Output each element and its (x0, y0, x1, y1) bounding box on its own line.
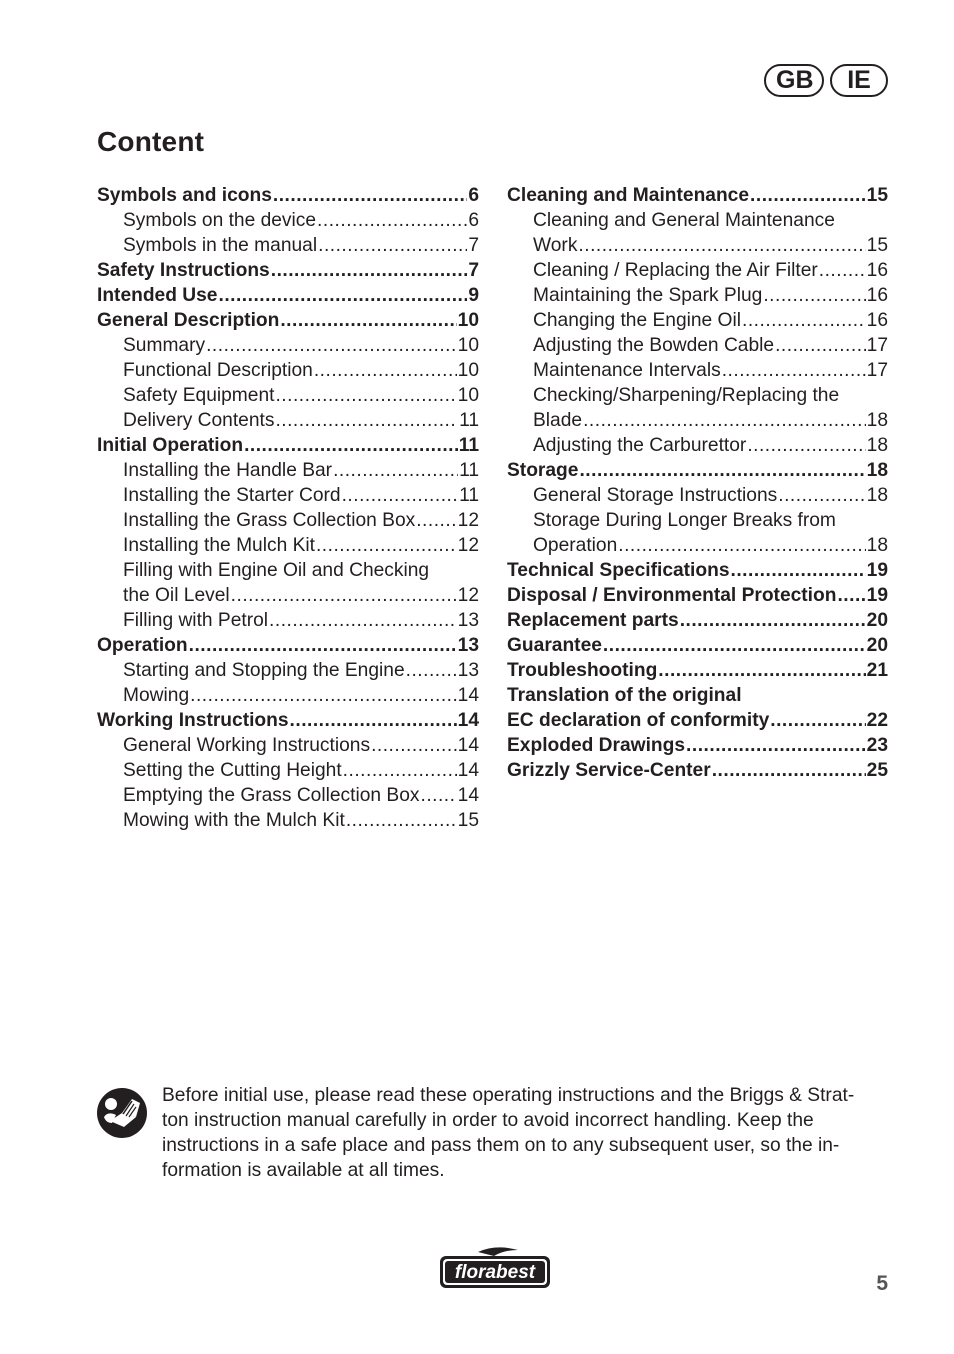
toc-leader-dots (314, 358, 457, 383)
toc-subentry (97, 658, 479, 683)
toc-entry-title: Cleaning / Replacing the Air Filter (533, 260, 818, 281)
toc-leader-dots (747, 433, 865, 458)
toc-entry-title: Intended Use (97, 285, 218, 306)
toc-leader-dots (190, 683, 457, 708)
toc-entry-page: 22 (866, 710, 888, 731)
notice-line: instructions in a safe place and pass them on to any subsequent user, so the in- (162, 1135, 840, 1156)
toc-entry-title: Setting the Cutting Height (123, 760, 342, 781)
toc-entry-title: General Storage Instructions (533, 485, 778, 506)
read-manual-icon (96, 1087, 148, 1139)
toc-entry (97, 308, 479, 333)
toc-leader-dots (343, 758, 457, 783)
toc-leader-dots (583, 408, 866, 433)
toc-subentry (97, 783, 479, 808)
toc-entry (507, 658, 888, 683)
toc-entry-page: 16 (866, 260, 888, 281)
toc-entry-page: 18 (866, 435, 888, 456)
toc-entry-page: 18 (866, 460, 888, 481)
toc-leader-dots (271, 258, 468, 283)
toc-entry-page: 14 (457, 685, 479, 706)
toc-entry (97, 433, 479, 458)
toc-leader-dots (406, 658, 457, 683)
toc-entry-page: 10 (457, 310, 479, 331)
toc-subentry (97, 733, 479, 758)
toc-entry-page: 17 (866, 335, 888, 356)
toc-entry-page: 25 (866, 760, 888, 781)
toc-subentry (97, 233, 479, 258)
toc-entry (507, 583, 888, 608)
toc-entry-title: Symbols on the device (123, 210, 317, 231)
toc-entry-page: 20 (866, 635, 888, 656)
toc-leader-dots (722, 358, 866, 383)
toc-entry-title: Operation (533, 535, 618, 556)
toc-entry (97, 283, 479, 308)
toc-entry-title: Grizzly Service-Center (507, 760, 711, 781)
toc-entry-page: 18 (866, 535, 888, 556)
notice-line: ton instruction manual carefully in order to avoid incorrect handling. Keep the (162, 1110, 814, 1131)
toc-entry-page: 15 (866, 235, 888, 256)
toc-entry-title: Replacement parts (507, 610, 679, 631)
toc-entry-title: Translation of the original (507, 685, 742, 706)
toc-leader-dots (742, 308, 866, 333)
page-title: Content (97, 126, 205, 157)
toc-subentry (507, 358, 888, 383)
toc-entry-page: 7 (468, 260, 479, 281)
toc-leader-dots (712, 758, 866, 783)
toc-entry-title: Disposal / Environmental Protection (507, 585, 837, 606)
toc-leader-dots (269, 608, 457, 633)
toc-entry-title: Mowing (123, 685, 190, 706)
toc-entry-title: Cleaning and Maintenance (507, 185, 750, 206)
toc-subentry (97, 208, 479, 233)
notice-line: formation is available at all times. (162, 1160, 445, 1181)
toc-entry-title: Starting and Stopping the Engine (123, 660, 405, 681)
toc-subentry (97, 533, 479, 558)
toc-entry (97, 258, 479, 283)
toc-leader-dots (819, 258, 866, 283)
toc-leader-dots (579, 458, 865, 483)
toc-entry (507, 708, 888, 733)
toc-entry-page: 10 (457, 360, 479, 381)
toc-entry-page: 20 (866, 610, 888, 631)
toc-entry (507, 608, 888, 633)
toc-subentry (97, 508, 479, 533)
toc-entry-title: Installing the Grass Collection Box (123, 510, 416, 531)
toc-entry-title: General Description (97, 310, 280, 331)
toc-entry-title: Storage During Longer Breaks from (533, 510, 836, 531)
toc-subentry (507, 283, 888, 308)
toc-subentry (507, 508, 888, 533)
toc-entry-title: Mowing with the Mulch Kit (123, 810, 345, 831)
toc-leader-dots (218, 283, 467, 308)
toc-entry-title: Storage (507, 460, 579, 481)
toc-subentry (507, 533, 888, 558)
toc-entry-page: 18 (866, 410, 888, 431)
toc-entry-page: 9 (468, 285, 479, 306)
toc-subentry (507, 308, 888, 333)
toc-subentry (97, 458, 479, 483)
toc-entry-title: Emptying the Grass Collection Box (123, 785, 420, 806)
toc-entry (507, 633, 888, 658)
florabest-logo (438, 1246, 552, 1290)
toc-leader-dots (342, 483, 459, 508)
toc-leader-dots (731, 558, 866, 583)
toc-entry (507, 183, 888, 208)
toc-leader-dots (371, 733, 457, 758)
toc-subentry (97, 358, 479, 383)
toc-entry-title: General Working Instructions (123, 735, 371, 756)
toc-leader-dots (420, 783, 456, 808)
toc-leader-dots (603, 633, 866, 658)
toc-entry-title: Installing the Mulch Kit (123, 535, 315, 556)
toc-leader-dots (275, 408, 458, 433)
toc-entry-title: Changing the Engine Oil (533, 310, 742, 331)
toc-entry-title: Safety Instructions (97, 260, 270, 281)
brand-text: florabest (454, 1262, 536, 1283)
toc-entry-page: 11 (458, 435, 479, 456)
toc-entry-title: Adjusting the Carburettor (533, 435, 747, 456)
language-badge-ie: IE (830, 64, 888, 97)
toc-leader-dots (189, 633, 457, 658)
toc-entry-page: 12 (457, 510, 479, 531)
toc-entry-title: Technical Specifications (507, 560, 730, 581)
toc-leader-dots (416, 508, 456, 533)
toc-entry (507, 458, 888, 483)
toc-entry-title: Functional Description (123, 360, 313, 381)
toc-entry-page: 7 (468, 235, 479, 256)
toc-entry-page: 21 (866, 660, 888, 681)
toc-entry-title: Troubleshooting (507, 660, 658, 681)
toc-leader-dots (206, 333, 457, 358)
toc-entry-page: 18 (866, 485, 888, 506)
toc-subentry (97, 383, 479, 408)
toc-entry-title: Exploded Drawings (507, 735, 686, 756)
toc-entry-title: Safety Equipment (123, 385, 275, 406)
language-badges (764, 64, 888, 97)
toc-entry-page: 14 (457, 785, 479, 806)
toc-subentry (507, 333, 888, 358)
toc-entry-title: Delivery Contents (123, 410, 275, 431)
toc-entry (97, 708, 479, 733)
toc-entry (507, 683, 888, 708)
toc-entry-page: 11 (459, 460, 479, 481)
language-badge-gb: GB (764, 64, 824, 97)
toc-subentry (97, 483, 479, 508)
toc-entry-page: 23 (866, 735, 888, 756)
toc-entry-title: Summary (123, 335, 206, 356)
toc-entry-page: 13 (457, 635, 479, 656)
toc-left-column (97, 183, 479, 833)
toc-leader-dots (346, 808, 457, 833)
toc-entry (97, 183, 479, 208)
toc-entry-title: the Oil Level (123, 585, 230, 606)
toc-entry-title: Work (533, 235, 578, 256)
toc-entry-title: Symbols in the manual (123, 235, 318, 256)
toc-entry-page: 15 (457, 810, 479, 831)
toc-leader-dots (618, 533, 865, 558)
toc-entry (97, 633, 479, 658)
toc-leader-dots (763, 283, 865, 308)
toc-leader-dots (280, 308, 456, 333)
toc-entry-page: 10 (457, 335, 479, 356)
toc-right-column (507, 183, 888, 783)
toc-subentry (97, 408, 479, 433)
toc-leader-dots (770, 708, 865, 733)
toc-entry-title: Symbols and icons (97, 185, 272, 206)
notice-text (162, 1083, 886, 1183)
toc-leader-dots (316, 533, 457, 558)
toc-subentry (507, 258, 888, 283)
toc-subentry (97, 758, 479, 783)
toc-leader-dots (333, 458, 458, 483)
notice-line: Before initial use, please read these operating instructions and the Briggs & Strat- (162, 1085, 855, 1106)
toc-entry (507, 758, 888, 783)
toc-entry-title: Maintaining the Spark Plug (533, 285, 763, 306)
toc-subentry (97, 333, 479, 358)
toc-leader-dots (231, 583, 457, 608)
toc-entry (507, 733, 888, 758)
toc-subentry (97, 683, 479, 708)
toc-entry-title: EC declaration of conformity (507, 710, 770, 731)
toc-entry-page: 6 (468, 210, 479, 231)
toc-leader-dots (686, 733, 866, 758)
toc-subentry (507, 483, 888, 508)
toc-entry-page: 17 (866, 360, 888, 381)
toc-entry-title: Filling with Petrol (123, 610, 269, 631)
toc-entry-page: 10 (457, 385, 479, 406)
toc-entry-page: 13 (457, 610, 479, 631)
toc-entry-title: Initial Operation (97, 435, 244, 456)
toc-leader-dots (275, 383, 456, 408)
toc-subentry (97, 608, 479, 633)
toc-entry-page: 6 (468, 185, 479, 206)
toc-subentry (97, 558, 479, 583)
toc-leader-dots (318, 233, 467, 258)
toc-entry-title: Blade (533, 410, 583, 431)
toc-entry-title: Guarantee (507, 635, 602, 656)
toc-entry-page: 15 (866, 185, 888, 206)
toc-entry-title: Filling with Engine Oil and Checking (123, 560, 430, 581)
toc-leader-dots (750, 183, 866, 208)
toc-leader-dots (317, 208, 467, 233)
toc-subentry (97, 808, 479, 833)
toc-entry-page: 11 (459, 410, 479, 431)
toc-entry (507, 558, 888, 583)
toc-subentry (507, 208, 888, 233)
toc-leader-dots (775, 333, 866, 358)
toc-entry-page: 19 (866, 560, 888, 581)
toc-leader-dots (578, 233, 865, 258)
toc-entry-page: 11 (459, 485, 479, 506)
toc-entry-page: 16 (866, 310, 888, 331)
toc-entry-page: 13 (457, 660, 479, 681)
toc-entry-page: 16 (866, 285, 888, 306)
toc-subentry (97, 583, 479, 608)
toc-entry-title: Cleaning and General Maintenance (533, 210, 835, 231)
toc-entry-title: Checking/Sharpening/Replacing the (533, 385, 840, 406)
toc-entry-page: 12 (457, 585, 479, 606)
toc-entry-page: 14 (457, 760, 479, 781)
toc-subentry (507, 233, 888, 258)
toc-leader-dots (658, 658, 865, 683)
toc-entry-title: Working Instructions (97, 710, 289, 731)
toc-entry-title: Installing the Starter Cord (123, 485, 341, 506)
toc-entry-page: 14 (457, 735, 479, 756)
toc-entry-page: 12 (457, 535, 479, 556)
toc-entry-title: Operation (97, 635, 188, 656)
toc-leader-dots (290, 708, 457, 733)
toc-leader-dots (778, 483, 865, 508)
toc-subentry (507, 433, 888, 458)
toc-leader-dots (273, 183, 467, 208)
toc-leader-dots (680, 608, 866, 633)
toc-entry-page: 14 (457, 710, 479, 731)
toc-entry-page: 19 (866, 585, 888, 606)
toc-subentry (507, 408, 888, 433)
toc-leader-dots (244, 433, 458, 458)
toc-subentry (507, 383, 888, 408)
toc-entry-title: Installing the Handle Bar (123, 460, 333, 481)
page-number: 5 (876, 1272, 888, 1295)
toc-leader-dots (837, 583, 865, 608)
toc-entry-title: Adjusting the Bowden Cable (533, 335, 775, 356)
toc-entry-title: Maintenance Intervals (533, 360, 721, 381)
